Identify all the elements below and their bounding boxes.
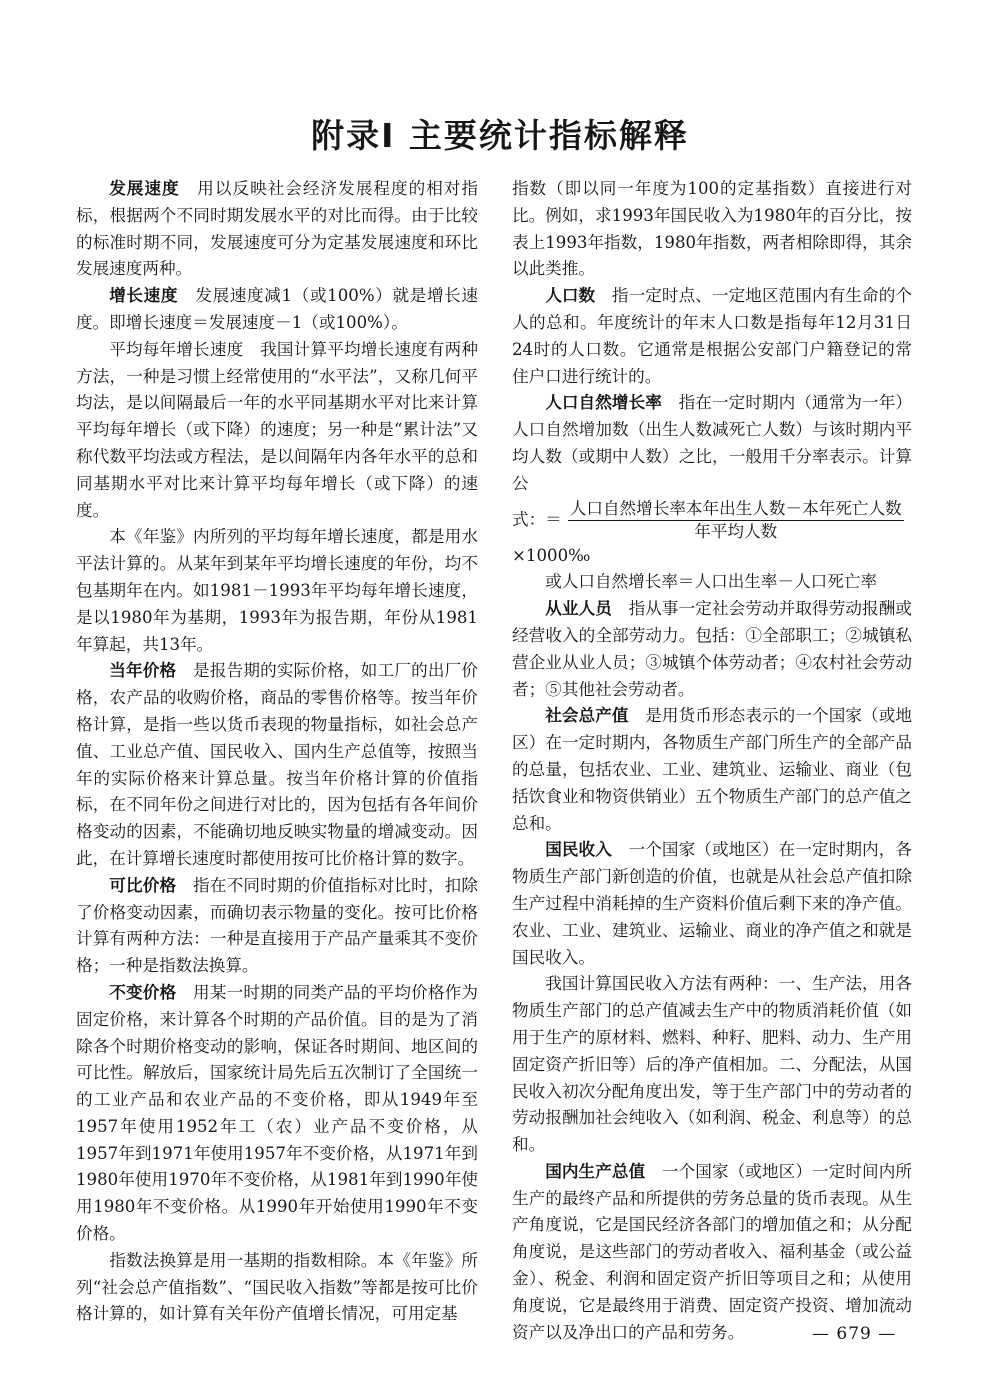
definition-text: 是报告期的实际价格，如工厂的出厂价格，农产品的收购价格，商品的零售价格等。按当年价格计算，是指一些以货币表现的物量指标，如社会总产值、工业总产值、国民收入、国内生产总值等，按照当年的实际价格来计算总量。按当年价格计算的价值指标，在不同年份之间进行对比的，因为包括有各年间价格变动的因素，不能确切地反映实物量的增减变动。因此，在计算增长速度时都使用按可比价格计算的数字。 [76,661,479,868]
definition-text: 是用货币形态表示的一个国家（或地区）在一定时期内，各物质生产部门所生产的全部产品的总量，包括农业、工业、建筑业、运输业、商业（包括饮食业和物资供销业）五个物质生产部门的总产值之总和。 [512,706,913,833]
page-title: 附录Ⅰ 主要统计指标解释 [311,116,689,155]
definition-text: 指在一定时期内（通常为一年）人口自然增加数（出生人数减死亡人数）与该时期内平均人数（或期中人数）之比，一般用千分率表示。计算公 [512,393,913,493]
formula-numerator: 人口自然增长率本年出生人数－本年死亡人数 [568,498,904,521]
formula-prefix: 式：＝ [512,509,562,529]
term-national-income: 国民收入 [545,840,612,860]
paragraph-natural-growth-rate [512,390,912,497]
formula-fraction [568,498,904,543]
definition-text: 指一定时点、一定地区范围内有生命的个人的总和。年度统计的年末人口数是指每年12月31日24时的人口数。它通常是根据公安部门户籍登记的常住户口进行统计的。 [512,286,912,386]
right-column [512,176,912,1346]
paragraph-national-income [512,837,912,971]
term-natural-growth-rate: 人口自然增长率 [545,393,662,413]
paragraph-employed-persons [512,596,912,703]
paragraph-current-price [76,658,478,872]
term-constant-price: 不变价格 [109,982,177,1002]
paragraph-population [512,283,912,390]
paragraph-growth-speed [76,283,478,337]
page-number: — 679 — [812,1324,897,1344]
paragraph-constant-price [76,980,478,1248]
term-total-social-output: 社会总产值 [545,706,629,726]
paragraph-continued-index: 指数（即以同一年度为100的定基指数）直接进行对比。例如，求1993年国民收入为1980年的百分比，按表上1993年指数，1980年指数，两者相除即得，其余以此类推。 [512,179,912,279]
paragraph-national-income-methods: 我国计算国民收入方法有两种：一、生产法，用各物质生产部门的总产值减去生产中的物质消耗价值（如用于生产的原材料、燃料、种籽、肥料、动力、生产用固定资产折旧等）后的净产值相加。二、分配法，从国民收入初次分配角度出发，等于生产部门中的劳动者的劳动报酬加社会纯收入（如利润、税金、利息等）的总和。 [512,974,912,1155]
formula-denominator: 年平均人数 [694,521,778,541]
paragraph-growth-rate-alt: 或人口自然增长率＝人口出生率－人口死亡率 [545,572,878,592]
formula-suffix: ×1000‰ [512,545,591,565]
paragraph-average-annual-growth: 平均每年增长速度 我国计算平均增长速度有两种方法，一种是习惯上经常使用的“水平法”，又称几何平均法，是以间隔最后一年的水平同基期水平对比来计算平均每年增长（或下降）的速度；另一种是“累计法”又称代数平均法或方程法，是以间隔年内各年水平的总和同基期水平对比来计算平均每年增长（或下降）的速度。 [76,339,478,520]
term-population: 人口数 [545,286,596,306]
paragraph-comparable-price [76,873,478,980]
term-development-speed: 发展速度 [109,179,180,198]
growth-rate-formula [512,498,912,543]
paragraph-yearbook-average-growth: 本《年鉴》内所列的平均每年增长速度，都是用水平法计算的。从某年到某年平均增长速度的年份，均不包基期年在内。如1981－1993年平均每年增长速度，是以1980年为基期，1993年为报告期，年份从1981年算起，共13年。 [76,527,478,654]
paragraph-total-social-output [512,703,912,837]
term-current-price: 当年价格 [109,661,177,681]
definition-text: 指在不同时期的价值指标对比时，扣除了价格变动因素，而确切表示物量的变化。按可比价格计算有两种方法：一种是直接用于产品产量乘其不变价格；一种是指数法换算。 [76,875,479,976]
term-growth-speed: 增长速度 [109,286,179,306]
paragraph-gdp [512,1159,912,1347]
paragraph-index-conversion: 指数法换算是用一基期的指数相除。本《年鉴》所列“社会总产值指数”、“国民收入指数”等都是按可比价格计算的，如计算有关年份产值增长情况，可用定基 [76,1250,478,1324]
definition-text: 一个国家（或地区）一定时间内所生产的最终产品和所提供的劳务总量的货币表现。从生产角度说，它是国民经济各部门的增加值之和；从分配角度说，是这些部门的劳动者收入、福利基金（或公益金）、税金、利润和固定资产折旧等项目之和；从使用角度说，它是最终用于消费、固定资产投资、增加流动资产以及净出口的产品和劳务。 [512,1161,912,1342]
definition-text: 用以反映社会经济发展程度的相对指标，根据两个不同时期发展水平的对比而得。由于比较的标准时期不同，发展速度可分为定基发展速度和环比发展速度两种。 [76,179,479,279]
paragraph-development-speed [76,176,478,283]
term-comparable-price: 可比价格 [109,875,177,895]
term-employed-persons: 从业人员 [545,599,612,619]
definition-text: 指从事一定社会劳动并取得劳动报酬或经营收入的全部劳动力。包括：①全部职工；②城镇私营企业从业人员；③城镇个体劳动者；④农村社会劳动者；⑤其他社会劳动者。 [512,599,913,699]
definition-text: 发展速度减1（或100%）就是增长速度。即增长速度＝发展速度－1（或100%）。 [76,286,479,332]
left-column [76,176,478,1328]
term-gdp: 国内生产总值 [545,1161,646,1181]
definition-text: 一个国家（或地区）在一定时期内，各物质生产部门新创造的价值，也就是从社会总产值扣除生产过程中消耗掉的生产资料价值后剩下来的净产值。农业、工业、建筑业、运输业、商业的净产值之和就是国民收入。 [512,840,913,967]
definition-text: 用某一时期的同类产品的平均价格作为固定价格，来计算各个时期的产品价值。目的是为了消除各个时期价格变动的影响，保证各时期间、地区间的可比性。解放后，国家统计局先后五次制订了全国统一的工业产品和农业产品的不变价格，即从1949年至1957年使用1952年工（农）业产品不变价格，从1957年到1971年使用1957年不变价格，从1971年到1980年使用1970年不变价格，从1981年到1990年使用1980年不变价格。从1990年开始使用1990年不变价格。 [76,982,479,1244]
